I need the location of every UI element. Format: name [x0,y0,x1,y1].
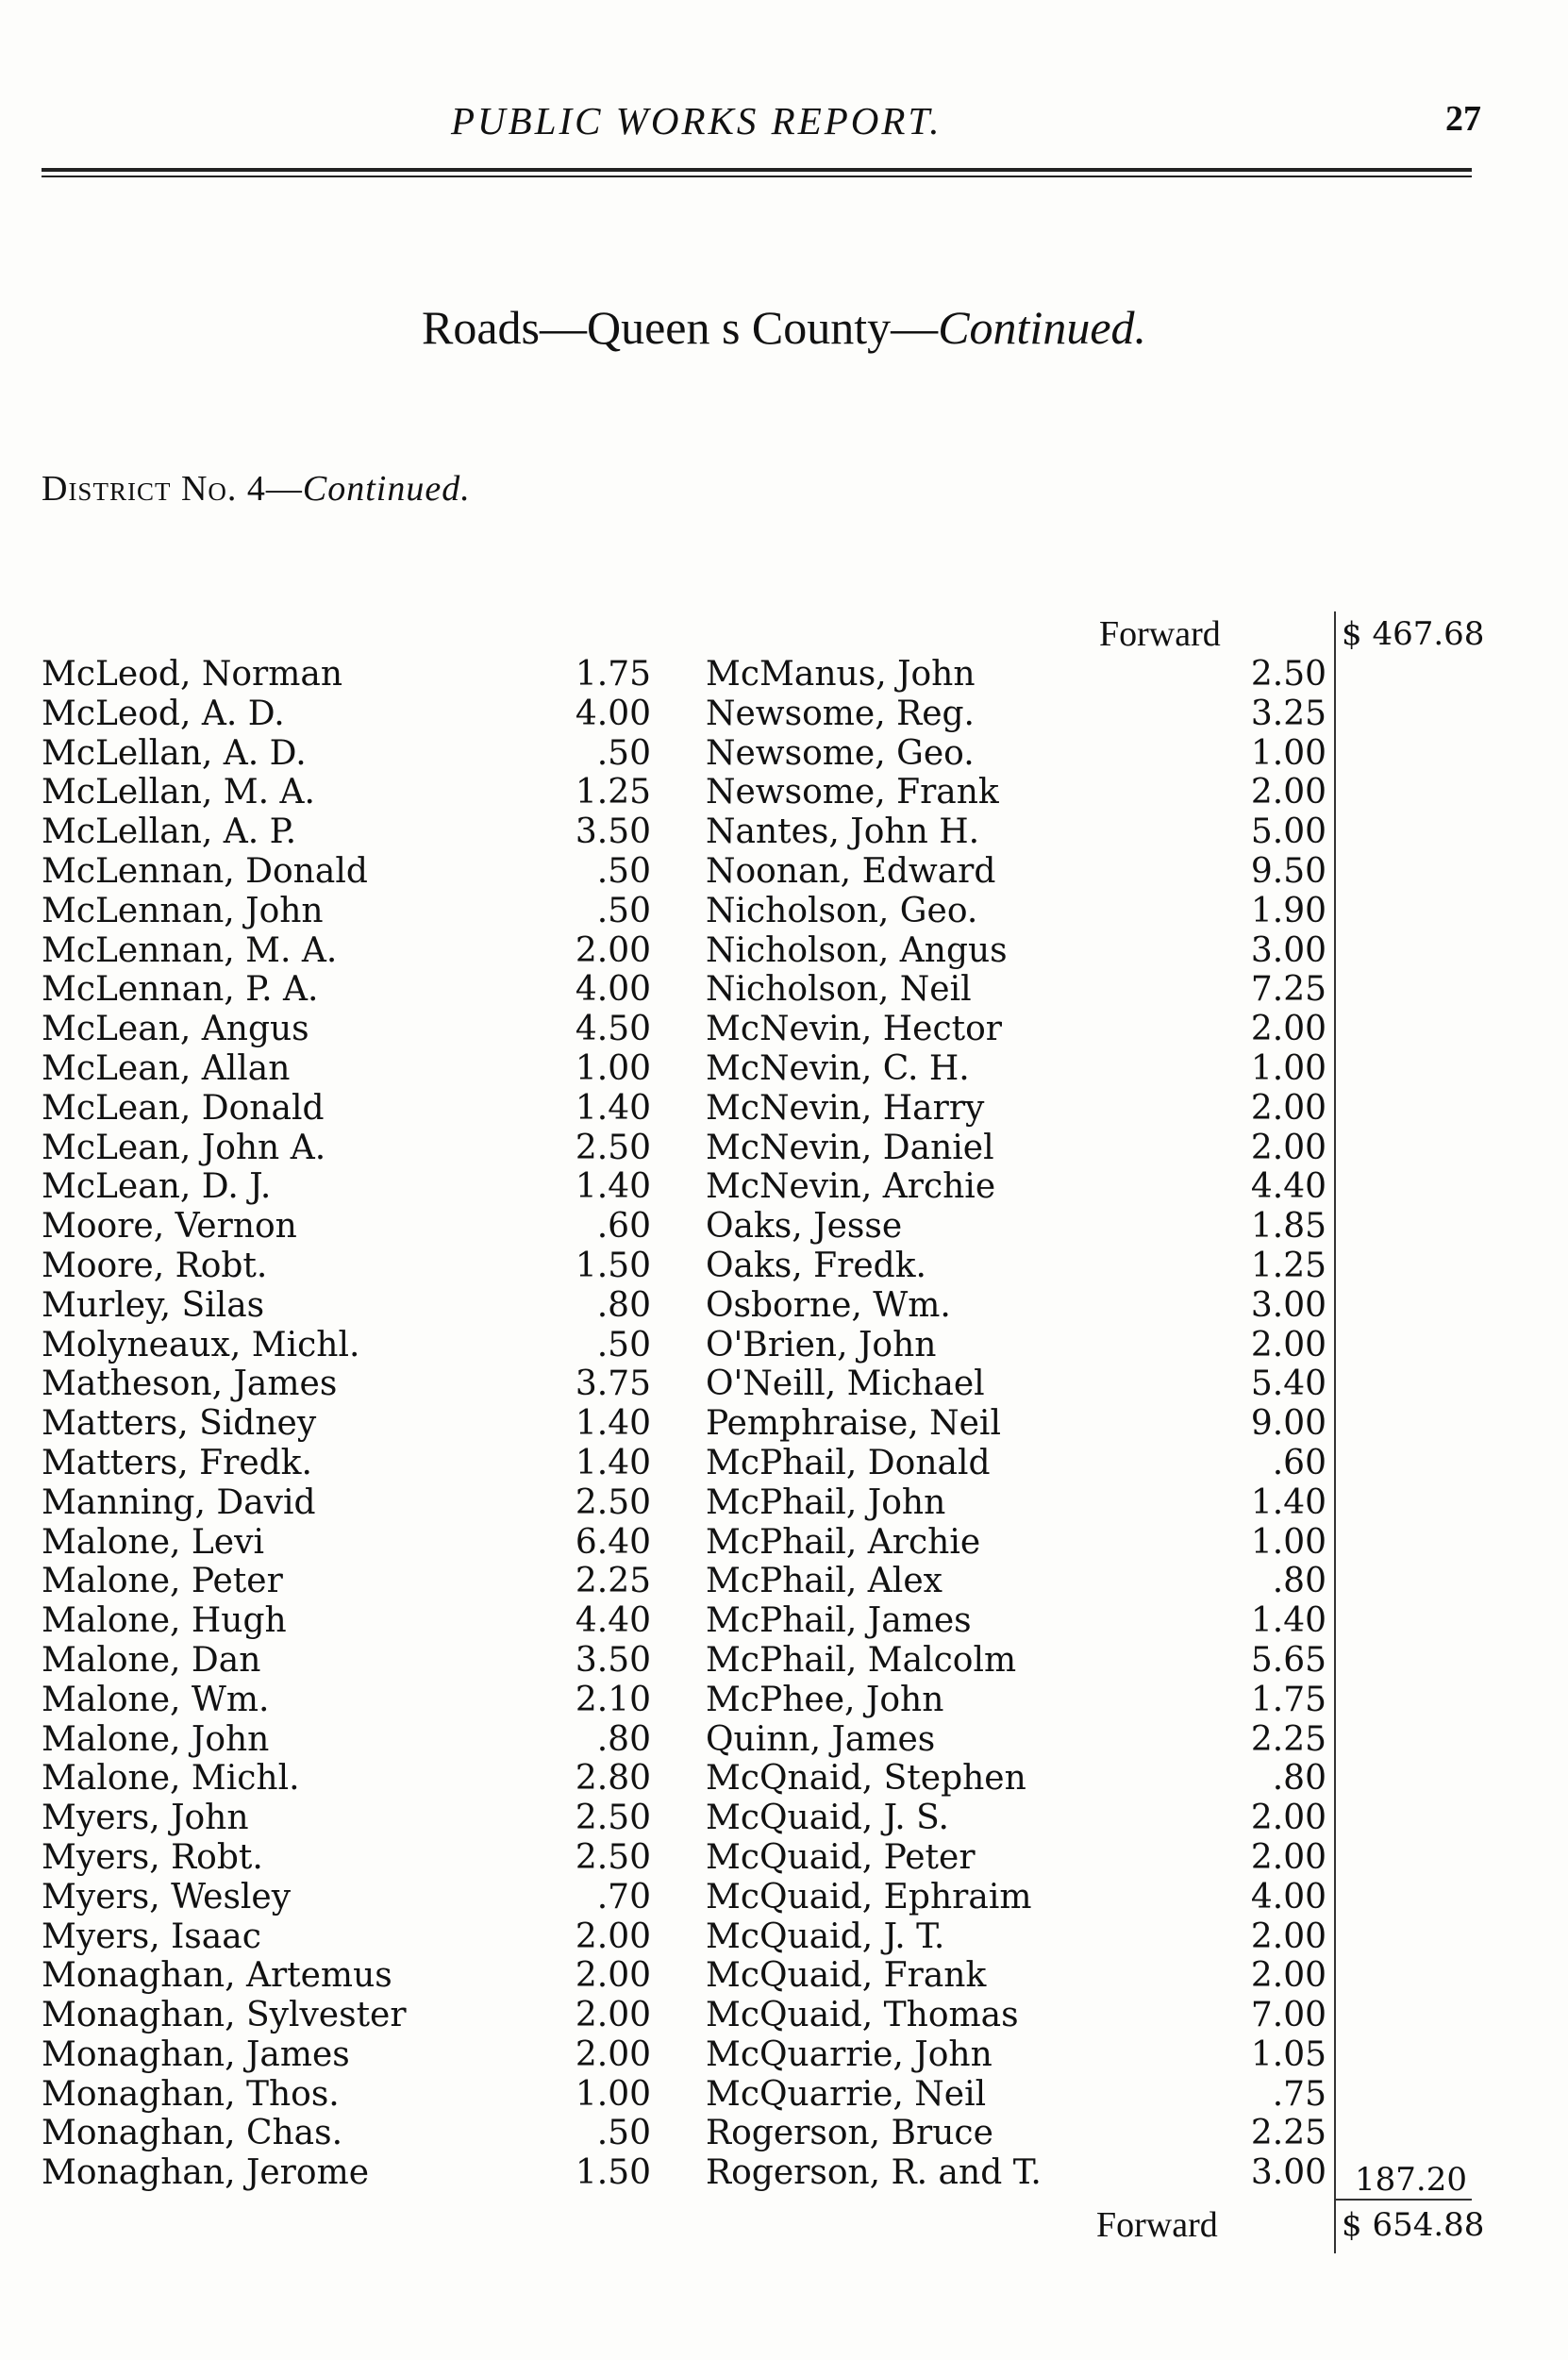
list-item-amount: 2.50 [1250,655,1326,694]
list-item-amount: 1.40 [1250,1482,1326,1522]
list-item-name: McQuaid, Frank [706,1956,987,1996]
list-item-amount: 2.50 [575,1799,651,1838]
list-item-amount: 2.50 [575,1837,651,1877]
list-item-name: McPhail, John [706,1482,946,1522]
list-item-name: McLellan, A. D. [42,733,307,773]
list-item-name: McLean, Allan [42,1048,291,1088]
list-item-name: Rogerson, R. and T. [706,2153,1042,2193]
list-item-amount: 1.40 [575,1167,651,1207]
list-item-amount: .80 [1272,1759,1326,1799]
list-item-name: Myers, John [42,1799,249,1838]
section-title-main: Roads—Queen s County— [421,301,939,354]
list-item-name: McQuaid, J. T. [706,1916,945,1956]
list-item-name: Moore, Robt. [42,1246,268,1285]
list-item-name: McLennan, John [42,891,324,930]
list-item-amount: 1.40 [1250,1601,1326,1641]
list-item-name: McQuaid, Thomas [706,1996,1019,2035]
list-item-amount: 3.75 [575,1364,651,1404]
list-item-amount: 2.00 [1250,1916,1326,1956]
list-item-amount: 2.00 [575,1916,651,1956]
list-item-name: Malone, Levi [42,1522,264,1562]
list-item-name: Malone, Dan [42,1640,261,1680]
list-item-name: McNevin, Archie [706,1167,996,1207]
list-item-amount: 2.00 [1250,1325,1326,1364]
list-item-name: Murley, Silas [42,1285,265,1325]
list-item-name: Malone, Hugh [42,1601,287,1641]
list-item-name: McPhail, Donald [706,1443,991,1482]
list-item-name: McLeod, Norman [42,655,343,694]
list-item-name: McLennan, P. A. [42,970,319,1010]
list-item-amount: 2.10 [575,1680,651,1719]
total-rule [1334,2199,1472,2201]
header-rule [42,168,1472,172]
list-item-name: Rogerson, Bruce [706,2114,993,2153]
list-item-amount: 2.00 [575,930,651,970]
list-item-amount: 1.75 [575,655,651,694]
list-item-name: Nantes, John H. [706,812,980,852]
list-item-amount: .50 [596,2114,651,2153]
list-item-amount: 5.00 [1250,812,1326,852]
list-item-amount: 3.50 [575,812,651,852]
list-item-amount: 1.75 [1250,1680,1326,1719]
list-item-amount: 2.80 [575,1759,651,1799]
list-item-name: Quinn, James [706,1719,936,1759]
list-item-amount: 2.25 [1250,1719,1326,1759]
list-item-name: McNevin, Harry [706,1088,985,1128]
list-item-amount: 2.50 [575,1482,651,1522]
list-item-name: McPhee, John [706,1680,944,1719]
forward-label-bottom: Forward [1096,2205,1218,2245]
total-column-rule [1334,611,1336,2253]
list-item-name: McLean, John A. [42,1128,326,1167]
list-item-name: McManus, John [706,655,976,694]
list-item-amount: .50 [596,1325,651,1364]
list-item-amount: 5.65 [1250,1640,1326,1680]
list-item-amount: 1.40 [575,1443,651,1482]
list-item-name: McLean, Angus [42,1010,309,1049]
list-item-amount: 2.00 [1250,1837,1326,1877]
section-title-continued: Continued. [938,301,1147,354]
list-item-amount: 1.85 [1250,1207,1326,1247]
list-item-name: Monaghan, James [42,2034,350,2074]
right-amounts-column [1132,655,1326,2193]
list-item-amount: 4.00 [1250,1877,1326,1916]
list-item-amount: 1.50 [575,2153,651,2193]
list-item-amount: .75 [1272,2074,1326,2114]
list-item-amount: 2.00 [1250,773,1326,812]
list-item-amount: 1.00 [575,1048,651,1088]
list-item-amount: .80 [596,1719,651,1759]
list-item-name: Monaghan, Artemus [42,1956,392,1996]
list-item-amount: 5.40 [1250,1364,1326,1404]
list-item-amount: 2.25 [1250,2114,1326,2153]
list-item-name: Matheson, James [42,1364,338,1404]
list-item-name: McPhail, Alex [706,1562,942,1601]
district-label: District No. 4— [42,469,303,509]
list-item-name: McLennan, Donald [42,851,368,891]
list-item-amount: 3.25 [1250,694,1326,733]
list-item-amount: 1.00 [1250,1522,1326,1562]
list-item-name: McNevin, Hector [706,1010,1002,1049]
list-item-name: Malone, Michl. [42,1759,300,1799]
list-item-amount: .60 [596,1207,651,1247]
list-item-amount: 1.25 [575,773,651,812]
list-item-name: Monaghan, Chas. [42,2114,343,2153]
list-item-amount: 3.00 [1250,930,1326,970]
list-item-name: McQuaid, Peter [706,1837,976,1877]
list-item-amount: .50 [596,891,651,930]
list-item-amount: 7.25 [1250,970,1326,1010]
running-title: PUBLIC WORKS REPORT. [451,99,942,142]
left-amounts-column [528,655,651,2193]
list-item-name: Myers, Wesley [42,1877,292,1916]
section-title [0,300,1568,355]
list-item-name: O'Neill, Michael [706,1364,985,1404]
list-item-name: McPhail, James [706,1601,972,1641]
list-item-name: Osborne, Wm. [706,1285,951,1325]
list-item-name: Nicholson, Geo. [706,891,978,930]
list-item-name: McQnaid, Stephen [706,1759,1026,1799]
list-item-amount: .60 [1272,1443,1326,1482]
list-item-name: Myers, Robt. [42,1837,263,1877]
list-item-name: McQuaid, Ephraim [706,1877,1032,1916]
list-item-amount: 1.00 [575,2074,651,2114]
list-item-amount: 6.40 [575,1522,651,1562]
list-item-name: Myers, Isaac [42,1916,261,1956]
list-item-amount: 1.05 [1250,2034,1326,2074]
list-item-amount: 1.50 [575,1246,651,1285]
list-item-name: Oaks, Fredk. [706,1246,926,1285]
list-item-amount: 2.00 [1250,1956,1326,1996]
forward-closing-amount: $ 654.88 [1342,2206,1485,2244]
list-item-name: McLean, Donald [42,1088,325,1128]
list-item-amount: .50 [596,851,651,891]
list-item-amount: 2.00 [1250,1128,1326,1167]
list-item-amount: 2.00 [575,2034,651,2074]
list-item-amount: 2.00 [1250,1010,1326,1049]
list-item-amount: 2.00 [1250,1799,1326,1838]
list-item-name: Nicholson, Angus [706,930,1008,970]
list-item-name: McLennan, M. A. [42,930,338,970]
district-heading [42,468,471,510]
list-item-amount: 1.00 [1250,1048,1326,1088]
list-item-amount: 2.50 [575,1128,651,1167]
list-item-name: O'Brien, John [706,1325,937,1364]
district-continued: Continued. [302,469,471,509]
list-item-name: Oaks, Jesse [706,1207,903,1247]
list-item-name: Newsome, Reg. [706,694,975,733]
list-item-name: McLean, D. J. [42,1167,272,1207]
list-item-amount: 3.00 [1250,2153,1326,2193]
list-item-amount: 1.40 [575,1404,651,1444]
list-item-name: Malone, John [42,1719,270,1759]
left-names-column [42,655,589,2193]
list-item-amount: 4.40 [575,1601,651,1641]
list-item-name: McQuarrie, John [706,2034,993,2074]
list-item-amount: 2.00 [1250,1088,1326,1128]
list-item-amount: .80 [1272,1562,1326,1601]
forward-opening-amount: $ 467.68 [1342,615,1485,653]
list-item-amount: 2.25 [575,1562,651,1601]
list-item-amount: 9.50 [1250,851,1326,891]
list-item-amount: 1.00 [1250,733,1326,773]
list-item-amount: 4.00 [575,970,651,1010]
list-item-amount: 1.40 [575,1088,651,1128]
list-item-amount: 2.00 [575,1956,651,1996]
list-item-amount: .50 [596,733,651,773]
list-item-name: McNevin, C. H. [706,1048,970,1088]
list-item-name: McNevin, Daniel [706,1128,994,1167]
header-rule-thin [42,176,1472,177]
page-number: 27 [1445,99,1481,139]
list-item-name: McQuaid, J. S. [706,1799,949,1838]
list-item-name: McLeod, A. D. [42,694,285,733]
list-item-name: McPhail, Malcolm [706,1640,1017,1680]
list-item-amount: 7.00 [1250,1996,1326,2035]
list-item-name: McLellan, M. A. [42,773,315,812]
list-item-amount: 1.25 [1250,1246,1326,1285]
list-item-name: Monaghan, Jerome [42,2153,370,2193]
list-item-amount: .80 [596,1285,651,1325]
list-item-name: Noonan, Edward [706,851,996,891]
list-item-name: Newsome, Geo. [706,733,975,773]
list-item-name: Nicholson, Neil [706,970,972,1010]
list-item-amount: .70 [596,1877,651,1916]
list-item-amount: 1.90 [1250,891,1326,930]
list-item-amount: 3.50 [575,1640,651,1680]
list-item-name: McPhail, Archie [706,1522,981,1562]
list-item-name: Newsome, Frank [706,773,999,812]
list-item-amount: 4.00 [575,694,651,733]
list-item-amount: 3.00 [1250,1285,1326,1325]
list-item-name: Monaghan, Thos. [42,2074,340,2114]
list-item-name: Moore, Vernon [42,1207,297,1247]
forward-label-top: Forward [1099,614,1221,654]
list-item-name: Matters, Sidney [42,1404,317,1444]
list-item-name: Matters, Fredk. [42,1443,312,1482]
list-item-name: Monaghan, Sylvester [42,1996,407,2035]
list-item-name: McLellan, A. P. [42,812,297,852]
list-item-name: Malone, Peter [42,1562,283,1601]
list-item-amount: 9.00 [1250,1404,1326,1444]
list-item-amount: 4.40 [1250,1167,1326,1207]
column-subtotal: 187.20 [1355,2161,1467,2199]
list-item-name: Malone, Wm. [42,1680,270,1719]
list-item-amount: 2.00 [575,1996,651,2035]
list-item-name: Molyneaux, Michl. [42,1325,360,1364]
list-item-amount: 4.50 [575,1010,651,1049]
list-item-name: Manning, David [42,1482,316,1522]
list-item-name: McQuarrie, Neil [706,2074,987,2114]
list-item-name: Pemphraise, Neil [706,1404,1001,1444]
